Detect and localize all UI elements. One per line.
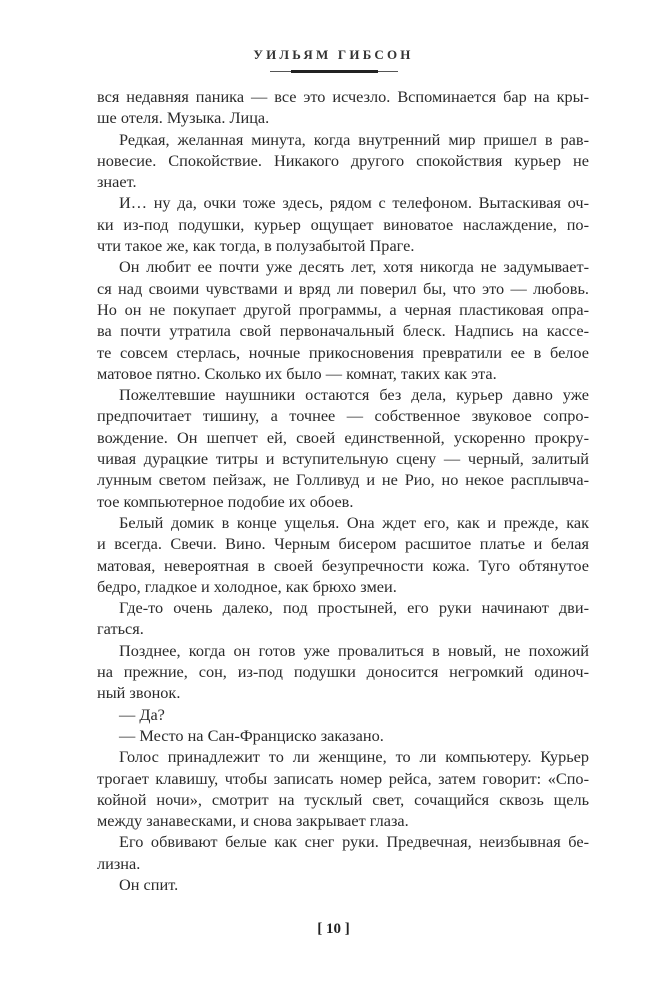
page-number: [ 10 ] [317,921,350,937]
text-line: ки из-под подушки, курьер ощущает виноватое наслаждение, по- [97,214,589,234]
paragraph [97,256,589,384]
text-line: Где-то очень далеко, под простыней, его руки начинают дви- [119,598,589,618]
text-line: между занавесками, и снова закрывает глаза. [97,811,409,831]
paragraph [97,704,589,725]
text-line: койной ночи», смотрит на тусклый свет, сочащийся сквозь щель [97,789,589,809]
text-line: и всегда. Свечи. Вино. Черным бисером расшитое платье и белая [97,534,589,554]
paragraph [97,384,589,512]
text-line: вождение. Он шепчет ей, своей единственной, ускоренно прокру- [97,427,589,447]
text-line: на прежние, сон, из-под подушки доносится негромкий одиноч- [97,662,589,682]
text-line: матовое пятно. Сколько их было — комнат, таких как эта. [97,363,497,383]
text-line: чти такое же, как тогда, в полузабытой Праге. [97,236,415,256]
text-line: гаться. [97,619,144,639]
text-line: те совсем стерлась, ночные прикосновения превратили ее в белое [97,342,589,362]
text-line: — Да? [119,704,165,724]
text-line: лунным светом пейзаж, не Голливуд и не Рио, но некое расплывча- [97,470,589,490]
text-line: Он любит ее почти уже десять лет, хотя никогда не задумывает- [119,257,589,277]
text-line: Голос принадлежит то ли женщине, то ли компьютеру. Курьер [119,747,589,767]
text-line: Позднее, когда он готов уже провалиться в новый, не похожий [119,640,589,660]
text-line: ше отеля. Музыка. Лица. [97,108,270,128]
text-line: знает. [97,172,137,192]
paragraph [97,874,589,895]
paragraph [97,129,589,193]
text-line: ся над своими чувствами и вряд ли поверил бы, что это — любовь. [97,278,589,298]
text-line: новесие. Спокойствие. Никакого другого спокойствия курьер не [97,150,589,170]
paragraph [97,597,589,640]
paragraph [97,640,589,704]
text-line: вся недавняя паника — все это исчезло. Вспоминается бар на кры- [97,87,589,106]
text-line: Он спит. [119,874,179,894]
paragraph [97,86,589,129]
text-line: чивая дурацкие титры и вступительную сцену — черный, залитый [97,449,589,469]
text-line: лизна. [97,853,141,873]
paragraph [97,725,589,746]
text-line: трогает клавишу, чтобы записать номер рейса, затем говорит: «Спо- [97,768,589,788]
text-line: Но он не покупает другой программы, а черная пластиковая опра- [97,299,589,319]
body-text [97,86,589,895]
paragraph [97,512,589,597]
text-line: бедро, гладкое и холодное, как брюхо змеи. [97,576,397,596]
text-line: И… ну да, очки тоже здесь, рядом с телефоном. Вытаскивая оч- [119,193,589,213]
paragraph [97,831,589,874]
text-line: Его обвивают белые как снег руки. Предвечная, неизбывная бе- [119,832,589,852]
header-rule-accent [291,70,378,73]
text-line: Пожелтевшие наушники остаются без дела, курьер давно уже [119,385,589,405]
paragraph [97,192,589,256]
paragraph [97,746,589,831]
text-line: матовая, невероятная в своей безупречности кожа. Туго обтянутое [97,555,589,575]
text-line: предпочитает тишину, а точнее — собственное звуковое сопро- [97,406,589,426]
text-line: Белый домик в конце ущелья. Она ждет его, как и прежде, как [119,512,589,532]
text-line: тое компьютерное подобие их обоев. [97,491,354,511]
text-line: — Место на Сан-Франциско заказано. [119,725,384,745]
text-line: Редкая, желанная минута, когда внутренний мир пришел в рав- [119,129,589,149]
text-line: ва почти утратила свой первоначальный блеск. Надпись на кассе- [97,321,589,341]
text-line: ный звонок. [97,683,181,703]
running-header: УИЛЬЯМ ГИБСОН [253,47,414,62]
